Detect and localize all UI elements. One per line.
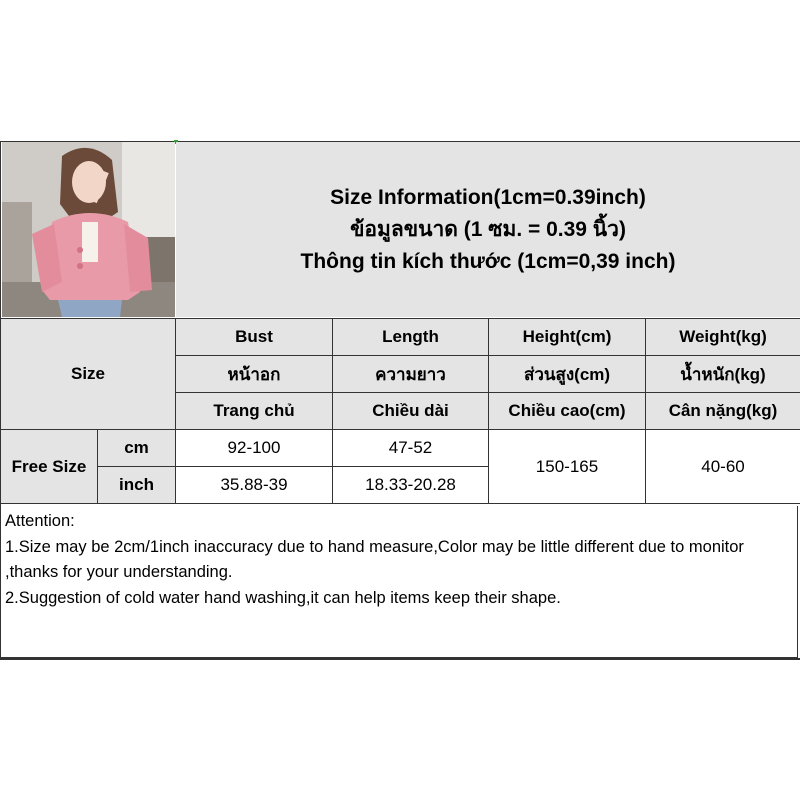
weight-value: 40-60: [646, 430, 800, 504]
header-title-vi: Thông tin kích thước (1cm=0,39 inch): [300, 249, 676, 273]
col-height-vi: Chiều cao(cm): [489, 393, 646, 430]
col-bust-en: Bust: [176, 319, 333, 356]
length-cm-value: 47-52: [333, 430, 489, 467]
bust-inch-value: 35.88-39: [176, 467, 333, 504]
bottom-border: [0, 658, 800, 660]
height-value: 150-165: [489, 430, 646, 504]
unit-cm: cm: [98, 430, 176, 467]
free-size-label: Free Size: [1, 430, 98, 504]
col-weight-th: น้ำหนัก(kg): [646, 356, 800, 393]
col-height-th: ส่วนสูง(cm): [489, 356, 646, 393]
col-length-th: ความยาว: [333, 356, 489, 393]
length-inch-value: 18.33-20.28: [333, 467, 489, 504]
col-weight-vi: Cân nặng(kg): [646, 393, 800, 430]
attention-notes: [0, 506, 798, 658]
notes-title: Attention:: [5, 512, 75, 530]
size-info-header: [176, 142, 800, 317]
unit-inch: inch: [98, 467, 176, 504]
bust-cm-value: 92-100: [176, 430, 333, 467]
col-weight-en: Weight(kg): [646, 319, 800, 356]
header-title-en: Size Information(1cm=0.39inch): [330, 185, 646, 209]
col-length-vi: Chiều dài: [333, 393, 489, 430]
size-table: [0, 318, 800, 504]
col-bust-th: หน้าอก: [176, 356, 333, 393]
product-photo: [2, 142, 175, 317]
col-length-en: Length: [333, 319, 489, 356]
notes-line-2: 2.Suggestion of cold water hand washing,it can help items keep their shape.: [5, 588, 561, 607]
col-bust-vi: Trang chủ: [176, 393, 333, 430]
notes-line-1: 1.Size may be 2cm/1inch inaccuracy due to hand measure,Color may be little different due to monitor ,thanks for your understanding.: [5, 537, 744, 581]
size-header-cell: Size: [1, 319, 176, 430]
col-height-en: Height(cm): [489, 319, 646, 356]
header-title-th: ข้อมูลขนาด (1 ซม. = 0.39 นิ้ว): [350, 217, 626, 241]
model-photo-illustration: [2, 142, 175, 317]
